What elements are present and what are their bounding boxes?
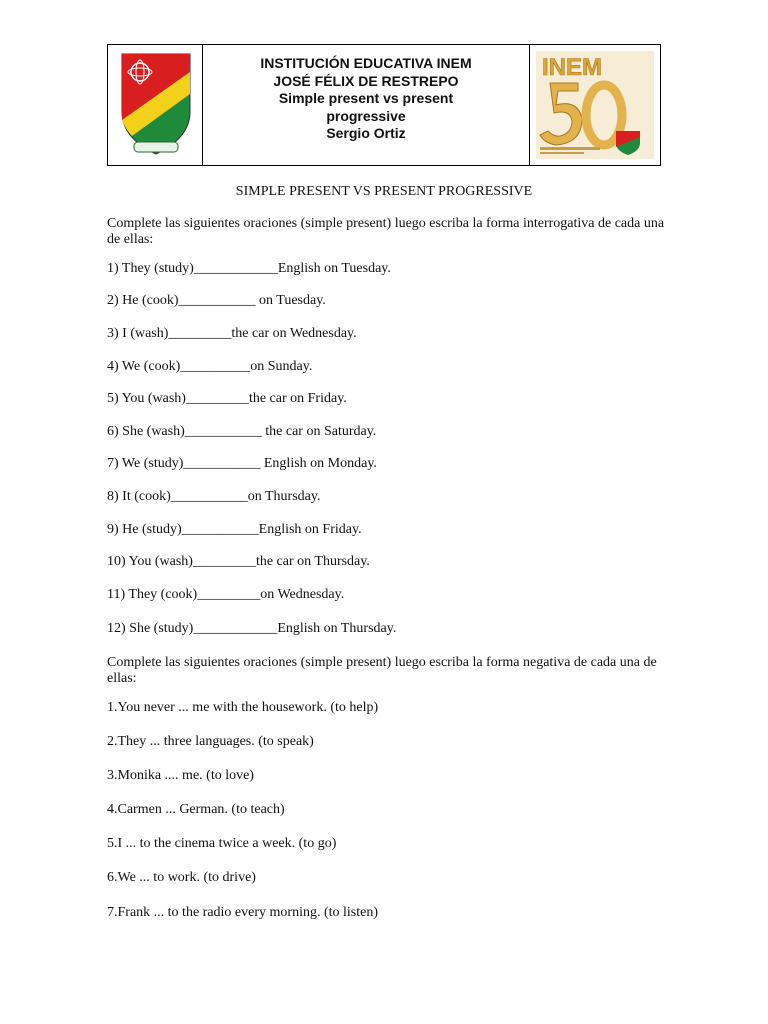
section2-item-2: 2.They ... three languages. (to speak) <box>107 734 314 749</box>
section1-instruction: Complete las siguientes oraciones (simple present) luego escriba la forma interrogativa de cada una de ellas: <box>107 216 665 247</box>
section2-item-6: 6.We ... to work. (to drive) <box>107 870 256 885</box>
section2-item-3: 3.Monika .... me. (to love) <box>107 768 254 783</box>
section2-item-4: 4.Carmen ... German. (to teach) <box>107 802 285 817</box>
section1-item-4: 4) We (cook)__________on Sunday. <box>107 359 313 374</box>
section1-item-9: 9) He (study)___________English on Friday. <box>107 522 362 537</box>
document-title: SIMPLE PRESENT VS PRESENT PROGRESSIVE <box>235 184 533 199</box>
subject-line1: Simple present vs present <box>278 90 454 106</box>
section1-item-12: 12) She (study)____________English on Thursday. <box>107 621 397 636</box>
header-table <box>107 44 661 166</box>
section1-item-6: 6) She (wash)___________ the car on Saturday. <box>107 424 377 439</box>
inem-50-anniversary-logo-icon <box>536 51 654 159</box>
header-right-cell <box>530 45 660 165</box>
header-left-cell <box>108 45 203 165</box>
section1-item-1: 1) They (study)____________English on Tuesday. <box>107 261 391 276</box>
subject-line2: progressive <box>326 107 406 124</box>
section1-item-10: 10) You (wash)_________the car on Thursday. <box>107 554 370 569</box>
section1-item-2: 2) He (cook)___________ on Tuesday. <box>107 293 326 308</box>
section2-item-7: 7.Frank ... to the radio every morning. (to listen) <box>107 905 378 920</box>
teacher-name: Sergio Ortiz <box>326 125 406 141</box>
section1-item-11: 11) They (cook)_________on Wednesday. <box>107 587 345 602</box>
section2-instruction: Complete las siguientes oraciones (simple present) luego escriba la forma negativa de cada una de ellas: <box>107 655 657 686</box>
section2-item-5: 5.I ... to the cinema twice a week. (to go) <box>107 836 337 851</box>
school-shield-emblem-icon <box>120 50 192 160</box>
right-logo-text: INEM <box>542 54 602 81</box>
school-name-line2: JOSÉ FÉLIX DE RESTREPO <box>273 72 459 89</box>
section2-item-1: 1.You never ... me with the housework. (to help) <box>107 700 379 715</box>
section1-item-8: 8) It (cook)___________on Thursday. <box>107 489 321 504</box>
section1-item-7: 7) We (study)___________ English on Monday. <box>107 456 377 471</box>
school-name-line1: INSTITUCIÓN EDUCATIVA INEM <box>260 55 472 71</box>
section1-item-3: 3) I (wash)_________the car on Wednesday. <box>107 326 357 341</box>
section1-item-5: 5) You (wash)_________the car on Friday. <box>107 391 347 406</box>
header-title-cell <box>203 45 530 165</box>
